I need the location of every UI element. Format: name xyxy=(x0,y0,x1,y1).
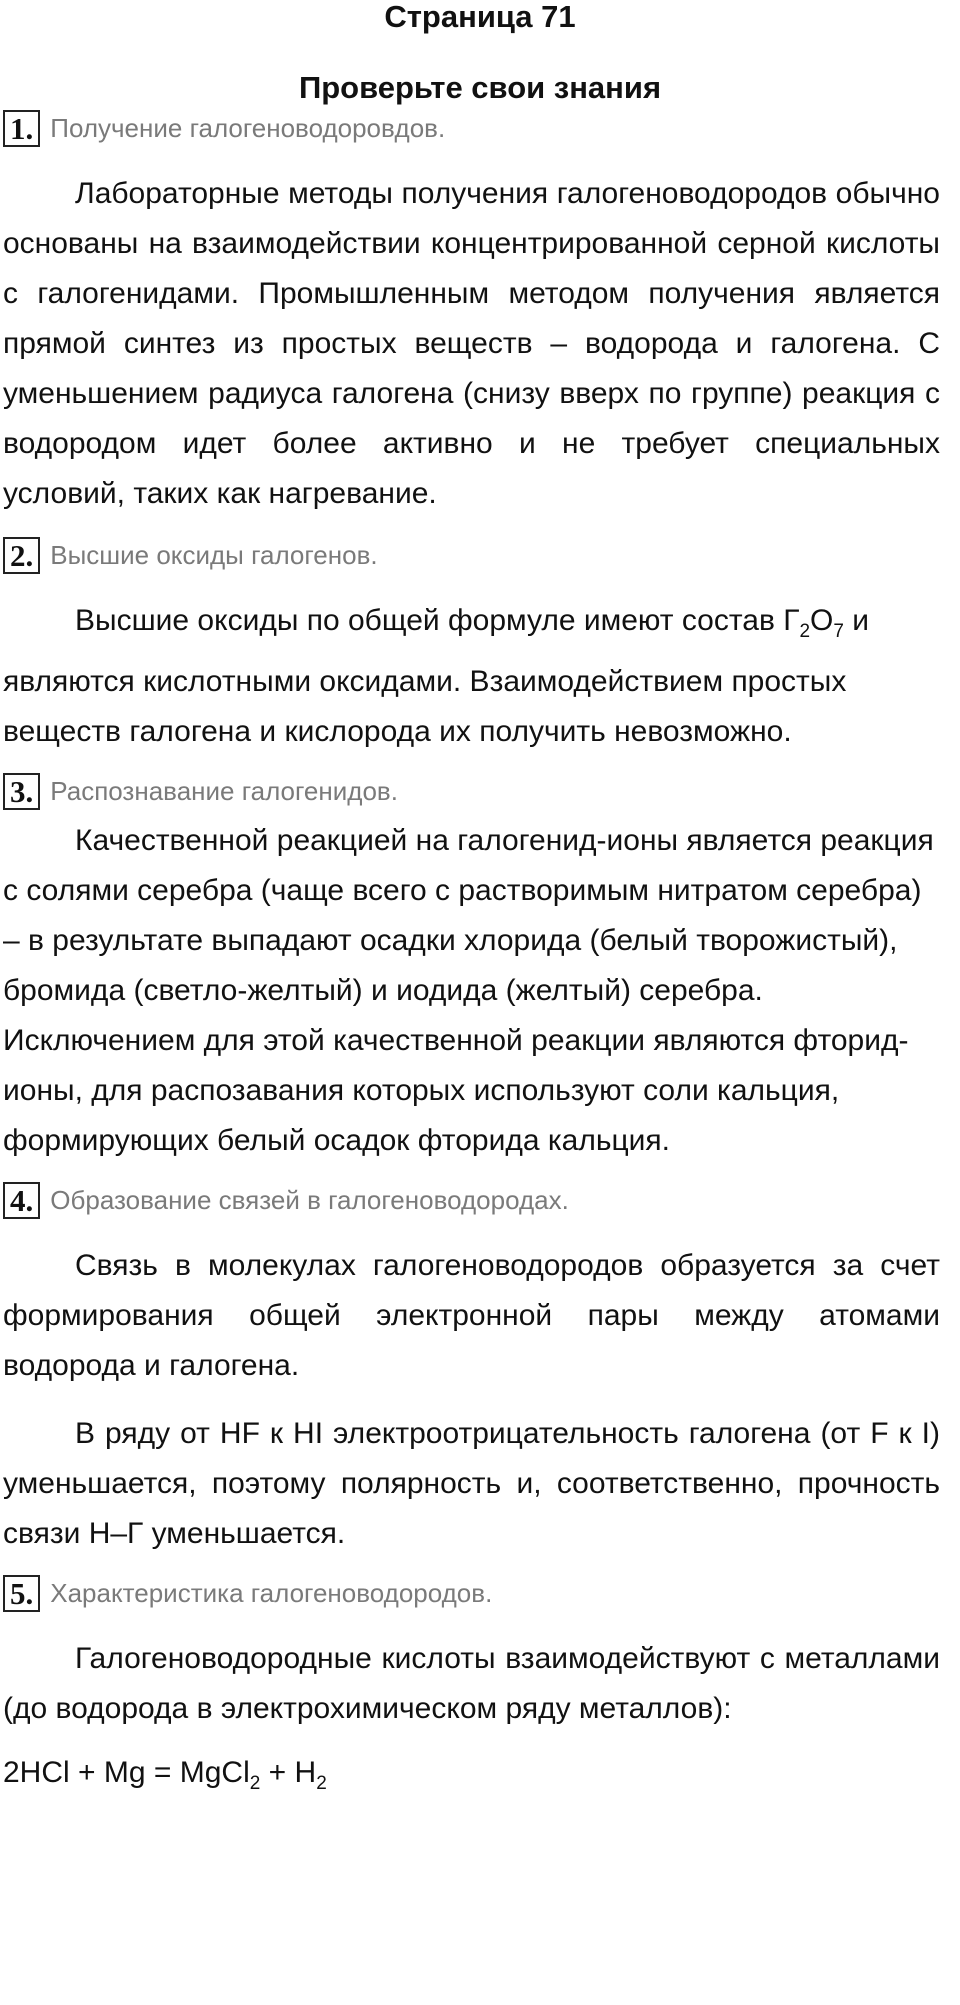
paragraph: Галогеноводородные кислоты взаимодействуют с металлами (до водорода в электрохимическом ряду металлов): xyxy=(3,1642,940,1725)
task-number: 5. xyxy=(3,1575,40,1612)
paragraph: В ряду от HF к HI электроотрицательность галогена (от F к I) уменьшается, поэтому полярность и, соответственно, прочность связи H–Г уменьшается. xyxy=(3,1417,940,1550)
task-label: Получение галогеноводоровдов. xyxy=(50,113,446,143)
task-number: 1. xyxy=(3,110,40,147)
task-number: 2. xyxy=(3,537,40,574)
paragraph: Высшие оксиды по общей формуле имеют состав $Г_2O_7$ и являются кислотными оксидами. Взаимодействием простых веществ галогена и кислорода их получить невозможно. xyxy=(3,604,870,748)
task-4-header xyxy=(3,1182,960,1219)
task-label: Высшие оксиды галогенов. xyxy=(50,540,378,570)
task-1-header xyxy=(3,110,960,147)
page-title: Страница 71 xyxy=(384,0,576,34)
section-title: Проверьте свои знания xyxy=(298,70,662,105)
task-number: 4. xyxy=(3,1182,40,1219)
task-2-header xyxy=(3,537,960,574)
paragraph: Качественной реакцией на галогенид-ионы является реакция с солями серебра (чаще всего с растворимым нитратом серебра) – в результате выпадают осадки хлорида (белый творожистый), бромида (светло-желтый) и иодида (желтый) серебра. Исключением для этой качественной реакции являются фторид-ионы, для распозавания которых используют соли кальция, формирующих белый осадок фторида кальция. xyxy=(3,824,934,1157)
paragraph: Лабораторные методы получения галогеноводородов обычно основаны на взаимодействии концентрированной серной кислоты с галогенидами. Промышленным методом получения является прямой синтез из простых веществ – водорода и галогена. С уменьшением радиуса галогена (снизу вверх по группе) реакция с водородом идет более активно и не требует специальных условий, таких как нагревание. xyxy=(3,177,940,510)
task-label: Образование связей в галогеноводородах. xyxy=(50,1185,569,1215)
reaction-equation: 2HCl + Mg = MgCl$_2$ + $H_2$ xyxy=(3,1756,327,1794)
task-number: 3. xyxy=(3,773,40,810)
task-3-header xyxy=(3,773,960,810)
task-label: Распознавание галогенидов. xyxy=(50,776,398,806)
task-label: Характеристика галогеноводородов. xyxy=(50,1578,493,1608)
paragraph: Связь в молекулах галогеноводородов образуется за счет формирования общей электронной пары между атомами водорода и галогена. xyxy=(3,1249,940,1382)
task-5-header xyxy=(3,1575,960,1612)
